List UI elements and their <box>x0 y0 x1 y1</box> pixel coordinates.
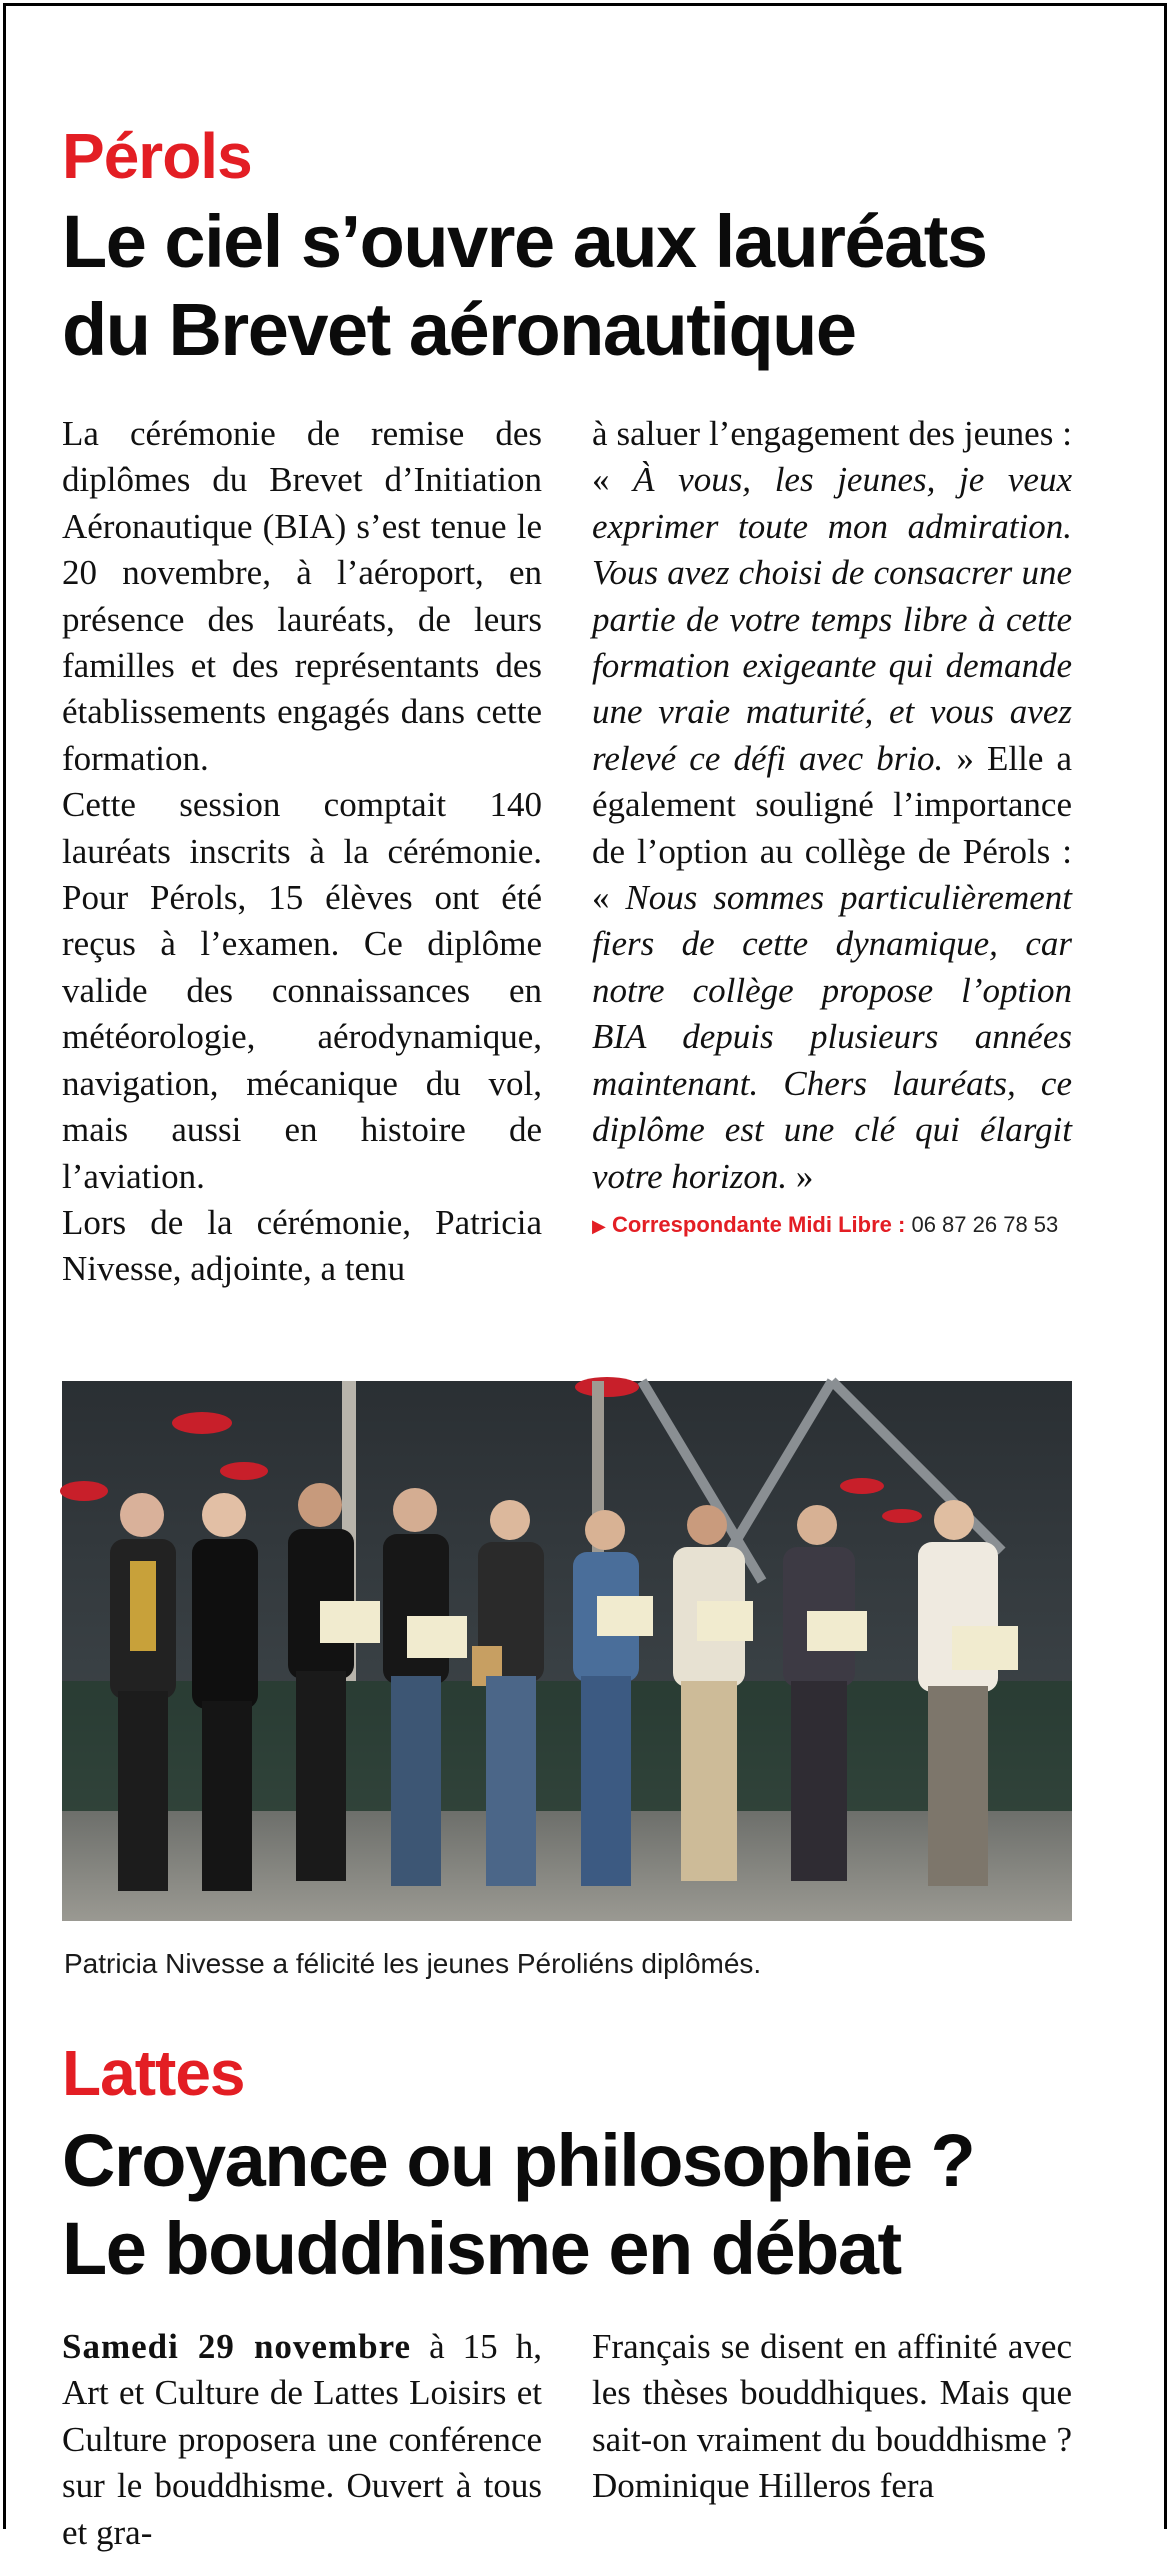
credit-phone: 06 87 26 78 53 <box>911 1211 1059 1237</box>
event-date: Samedi 29 novembre <box>62 2327 412 2366</box>
article-lattes-header <box>62 2037 1074 2293</box>
column-left <box>62 411 542 1293</box>
photo-graduates <box>62 1381 1072 1921</box>
paragraph-quote: à saluer l’engagement des jeunes : « À vous, les jeunes, je veux exprimer toute mon admiration. Vous avez choisi de consacrer une partie de votre temps libre à cette formation exigeante qui demande une vraie maturité, et vous avez relevé ce défi avec brio. » Elle a également souligné l’importance de l’option au collège de Pérols : « Nous sommes particulièrement fiers de cette dynamique, car notre collège propose l’option BIA depuis plusieurs années maintenant. Chers lauréats, ce diplôme est une clé qui élargit votre horizon. » <box>592 414 1072 1196</box>
kicker-lattes: Lattes <box>62 2037 245 2109</box>
credit-label: Correspondante Midi Libre : <box>611 1211 906 1237</box>
column-left <box>62 2324 542 2556</box>
photo-illustration <box>62 1381 1072 1921</box>
headline-line-1: Le ciel s’ouvre aux lauréats <box>62 200 987 283</box>
paragraph: Samedi 29 novembre à 15 h, Art et Culture de Lattes Loisirs et Culture proposera une conférence sur le bouddhisme. Ouvert à tous et gra- <box>62 2327 542 2552</box>
quote-text: À vous, les jeunes, je veux exprimer toute mon admiration. Vous avez choisi de consacrer une partie de votre temps libre à cette formation exigeante qui demande une vraie maturité, et vous avez relevé ce défi avec brio. <box>592 460 1072 778</box>
article-lattes-body <box>62 2324 1074 2556</box>
headline-line-2: Le bouddhisme en débat <box>62 2207 901 2290</box>
column-right <box>592 2324 1072 2556</box>
quote-text: Nous sommes particulièrement fiers de cette dynamique, car notre collège propose l’option BIA depuis plusieurs années maintenant. Chers lauréats, ce diplôme est une clé qui élargit votre horizon. <box>592 878 1072 1196</box>
article-perols-body <box>62 411 1074 1293</box>
paragraph: Lors de la cérémonie, Patricia Nivesse, adjointe, a tenu <box>62 1202 542 1289</box>
paragraph: La cérémonie de remise des diplômes du Brevet d’Initiation Aéronautique (BIA) s’est tenue le 20 novembre, à l’aéroport, en présence des lauréats, de leurs familles et des représentants des établissements engagés dans cette formation. <box>62 414 542 778</box>
triangle-bullet-icon: ▶ <box>592 1215 606 1236</box>
article-perols-header <box>62 120 1074 374</box>
headline-line-1: Croyance ou philosophie ? <box>62 2119 975 2202</box>
correspondent-credit <box>592 1210 1072 1241</box>
headline-perols <box>62 198 1074 374</box>
paragraph: Français se disent en affinité avec les thèses bouddhiques. Mais que sait-on vraiment du bouddhisme ? Dominique Hilleros fera <box>592 2327 1072 2506</box>
kicker-perols: Pérols <box>62 120 252 192</box>
photo-caption: Patricia Nivesse a félicité les jeunes Péroliéns diplômés. <box>64 1948 762 1979</box>
paragraph: Cette session comptait 140 lauréats inscrits à la cérémonie. Pour Pérols, 15 élèves ont été reçus à l’examen. Ce diplôme valide des connaissances en météorologie, aérodynamique, navigation, mécanique du vol, mais aussi en histoire de l’aviation. <box>62 785 542 1196</box>
column-right <box>592 411 1072 1293</box>
newspaper-page <box>3 3 1167 2552</box>
headline-lattes <box>62 2117 1074 2293</box>
headline-line-2: du Brevet aéronautique <box>62 288 856 371</box>
